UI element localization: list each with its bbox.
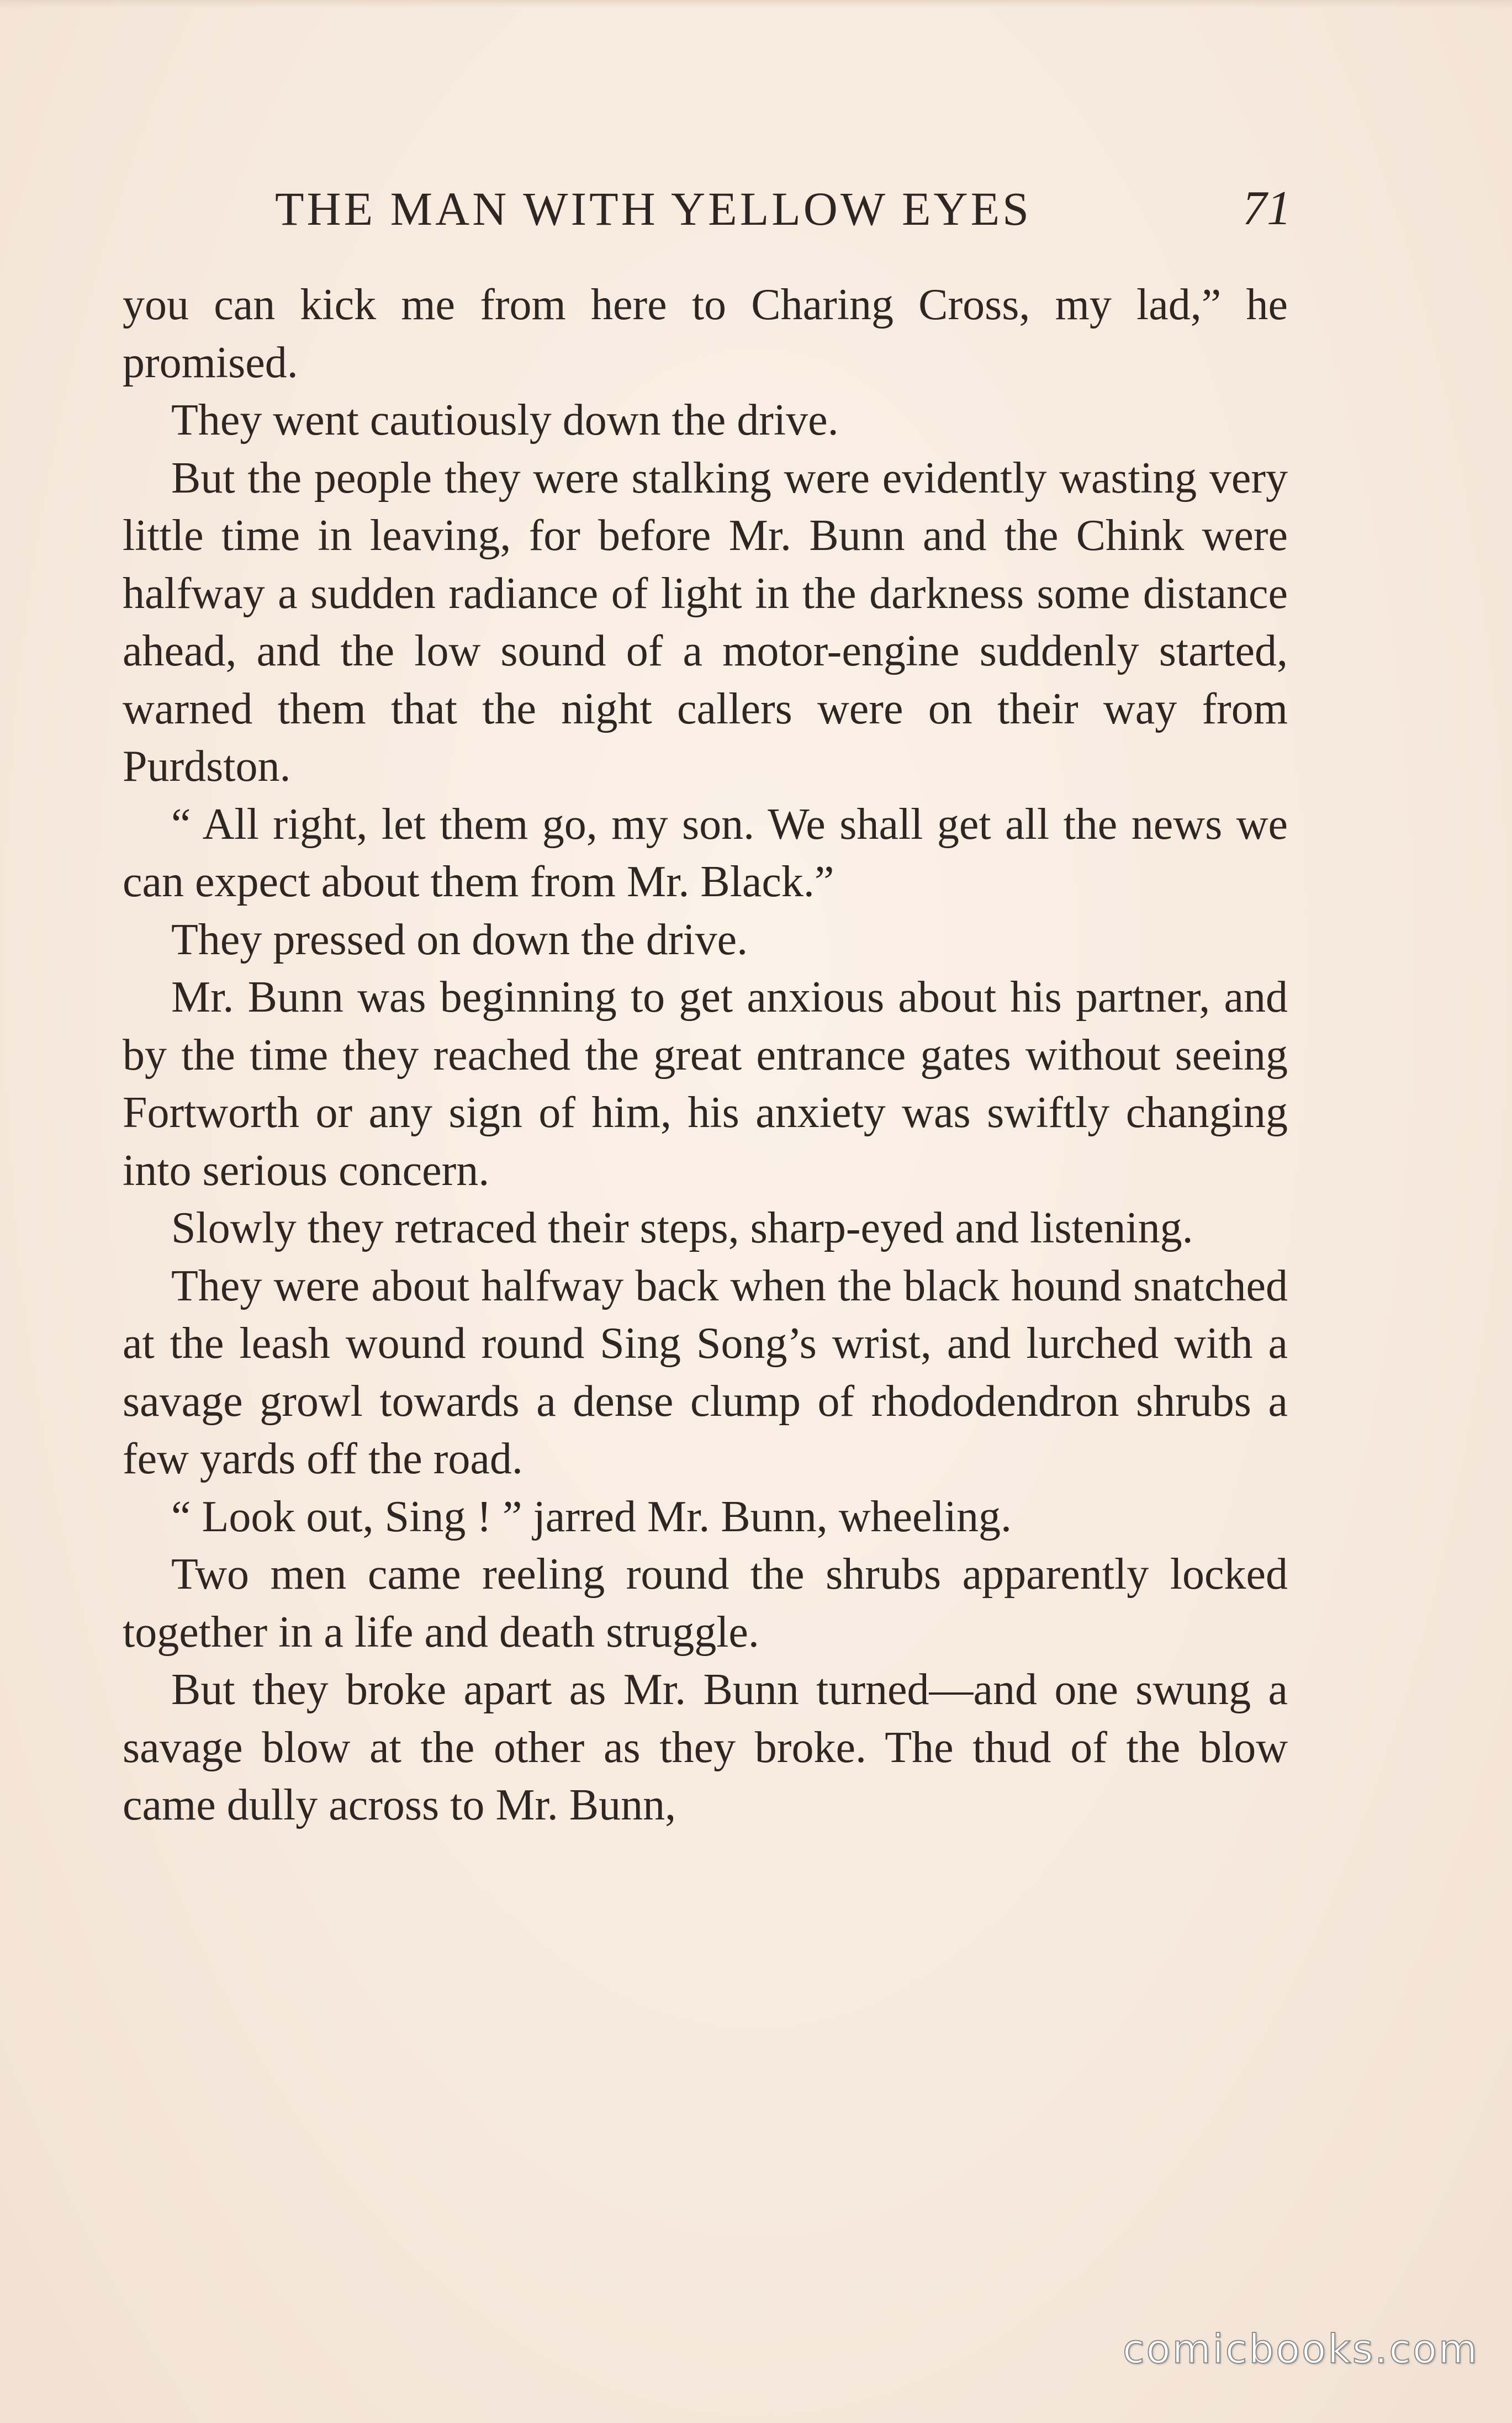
paragraph: They were about halfway back when the black hound snatched at the leash wound round Sing Song’s wrist, and lurched with a savage growl towards a dense clump of rhododendron shrubs a few yards off the road. [123,1261,1288,1483]
paragraph: Mr. Bunn was beginning to get anxious about his partner, and by the time they reached the great entrance gates without seeing Fortworth or any sign of him, his anxiety was swiftly changing into serious concern. [123,973,1288,1195]
paragraph: “ Look out, Sing ! ” jarred Mr. Bunn, wheeling. [171,1492,1012,1541]
watermark: comicbooks.com [1122,2326,1479,2372]
page-number: 71 [1243,182,1291,235]
body-text [123,276,1288,1834]
running-title: THE MAN WITH YELLOW EYES [275,182,1032,235]
paragraph: But they broke apart as Mr. Bunn turned—and one swung a savage blow at the other as they broke. The thud of the blow came dully across to Mr. Bunn, [123,1665,1288,1829]
paragraph: “ All right, let them go, my son. We shall get all the news we can expect about them from Mr. Black.” [123,800,1288,906]
page-top-edge [0,0,1512,8]
paragraph: They went cautiously down the drive. [171,396,839,445]
paragraph: Two men came reeling round the shrubs apparently locked together in a life and death struggle. [123,1550,1288,1657]
page-header [275,176,1291,242]
paragraph: Slowly they retraced their steps, sharp-eyed and listening. [171,1204,1193,1252]
paragraph: They pressed on down the drive. [171,915,748,964]
paragraph: But the people they were stalking were evidently wasting very little time in leaving, for before Mr. Bunn and the Chink were halfway a sudden radiance of light in the darkness some distance ahead, and the low sound of a motor-engine suddenly started, warned them that the night callers were on their way from Purdston. [123,453,1288,791]
paragraph: you can kick me from here to Charing Cross, my lad,” he promised. [123,281,1288,387]
